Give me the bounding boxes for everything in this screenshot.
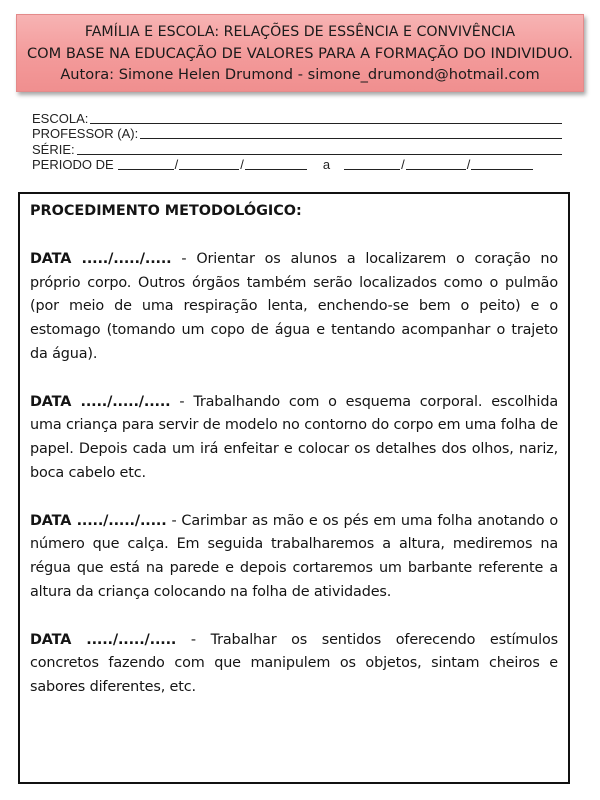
date-slash: / bbox=[240, 157, 244, 172]
procedure-entry bbox=[30, 391, 558, 486]
entry-text: - Trabalhar os sentidos oferecendo estímulos concretos fazendo com que manipulem os objetos, sintam cheiros e sabores diferentes, etc. bbox=[30, 631, 558, 696]
procedure-box bbox=[18, 192, 570, 784]
professor-label: PROFESSOR (A): bbox=[32, 126, 139, 141]
procedure-entry bbox=[30, 248, 558, 367]
periodo-separator: a bbox=[322, 157, 331, 172]
escola-label: ESCOLA: bbox=[32, 110, 89, 126]
title-line-2: COM BASE NA EDUCAÇÃO DE VALORES PARA A FORMAÇÃO DO INDIVIDUO. bbox=[26, 45, 574, 62]
periodo-row bbox=[32, 157, 562, 173]
procedure-entry bbox=[30, 510, 558, 605]
periodo-start-day-field[interactable] bbox=[118, 157, 174, 170]
periodo-label: PERIODO DE bbox=[32, 157, 114, 172]
entry-date-label: DATA ...../...../..... bbox=[30, 512, 167, 529]
professor-field[interactable] bbox=[140, 137, 562, 139]
author-line: Autora: Simone Helen Drumond - simone_drumond@hotmail.com bbox=[60, 66, 540, 83]
periodo-end-year-field[interactable] bbox=[471, 157, 533, 170]
form-fields bbox=[32, 110, 562, 172]
entry-date-label: DATA ...../...../..... bbox=[30, 631, 177, 648]
periodo-end-day-field[interactable] bbox=[344, 157, 400, 170]
entry-text: - Orientar os alunos a localizarem o coração no próprio corpo. Outros órgãos também serão localizados como o pulmão (por meio de uma respiração lenta, enchendo-se bem o peito) e o estomago (tomando um copo de água e tentando acompanhar o trajeto da água). bbox=[30, 250, 559, 362]
serie-label: SÉRIE: bbox=[32, 141, 75, 157]
entry-date-label: DATA ...../...../..... bbox=[30, 393, 171, 410]
professor-row bbox=[32, 126, 562, 142]
escola-row bbox=[32, 110, 562, 126]
serie-row bbox=[32, 141, 562, 157]
serie-field[interactable] bbox=[77, 153, 562, 155]
date-slash: / bbox=[401, 157, 405, 172]
procedure-heading: PROCEDIMENTO METODOLÓGICO: bbox=[30, 203, 302, 219]
periodo-start-month-field[interactable] bbox=[179, 157, 239, 170]
entry-date-label: DATA ...../...../..... bbox=[30, 250, 172, 267]
periodo-start-year-field[interactable] bbox=[245, 157, 307, 170]
date-slash: / bbox=[174, 157, 179, 172]
periodo-end-month-field[interactable] bbox=[406, 157, 466, 170]
procedure-entry bbox=[30, 629, 558, 700]
title-banner bbox=[16, 14, 584, 92]
title-line-1: FAMÍLIA E ESCOLA: RELAÇÕES DE ESSÊNCIA E CONVIVÊNCIA bbox=[84, 24, 516, 40]
date-slash: / bbox=[466, 157, 471, 172]
escola-field[interactable] bbox=[90, 122, 562, 124]
entry-text: - Trabalhando com o esquema corporal. escolhida uma criança para servir de modelo no contorno do corpo em uma folha de papel. Depois cada um irá enfeitar e colocar os detalhes dos olhos, nariz, boca cabelo etc. bbox=[30, 393, 558, 481]
entry-text: - Carimbar as mão e os pés em uma folha anotando o número que calça. Em seguida trabalharemos a altura, mediremos na régua que está na parede e depois cortaremos um barbante referente a altura da criança colocando na folha de atividades. bbox=[30, 512, 558, 600]
